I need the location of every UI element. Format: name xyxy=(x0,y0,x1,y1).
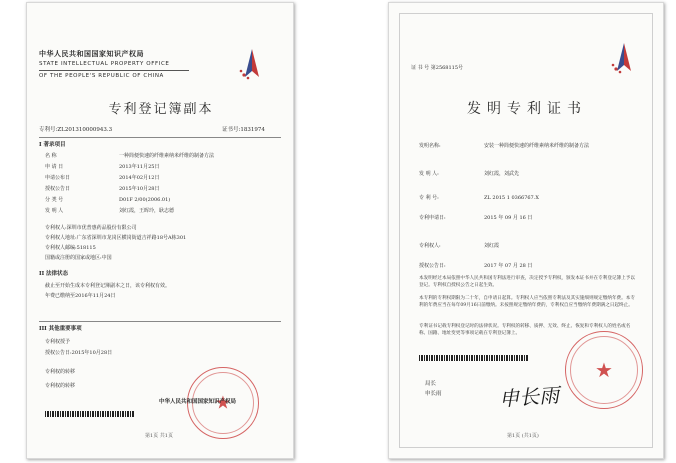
field-label: 名 称 xyxy=(45,153,57,159)
field-label: 发 明 人: xyxy=(419,171,439,177)
legal-line: 年费已缴纳至2016年11月24日 xyxy=(45,293,116,299)
issuing-office: 中华人民共和国国家知识产权局 xyxy=(159,399,237,405)
field-label: 专利申请日: xyxy=(419,215,446,221)
owner-line: 专利权人邮编:518115 xyxy=(45,245,96,251)
field-value: 刘红霞，刘武先 xyxy=(484,171,520,177)
invention-patent-certificate xyxy=(388,2,664,459)
other-line: 授权公告日:2015年10月28日 xyxy=(45,350,113,356)
field-label: 专利权人: xyxy=(419,243,441,249)
field-value: 安装一种简便快速的纤维素纳米纤维的制备方法 xyxy=(484,143,590,149)
field-value: 2017 年 07 月 28 日 xyxy=(484,263,533,269)
field-value: D01F 2/00(2006.01) xyxy=(119,197,171,203)
certificate-paragraph: 专利证书记载专利权登记时的法律状况。专利权的转移、质押、无效、终止、恢复和专利权人的姓名或名称、国籍、地址变更等事项记载在专利登记簿上。 xyxy=(419,324,631,336)
field-label: 申 请 日 xyxy=(45,164,64,170)
field-value: ZL 2015 1 0366767.X xyxy=(484,195,539,201)
star-icon: ★ xyxy=(214,392,232,414)
field-value: 刘红霞，王晖玲，耿志德 xyxy=(119,208,175,214)
owner-line: 专利权人地址:广东省深圳市龙岗区横岗街道吉祥路18号A栋301 xyxy=(45,235,187,241)
certificate-paragraph: 本发明经过本局依照中华人民共和国专利法进行审查，决定授予专利权，颁发本证书并在专利登记簿上予以登记。专利权自授权公告之日起生效。 xyxy=(419,276,635,288)
patent-register-copy xyxy=(26,2,294,459)
field-value: 2013年11月25日 xyxy=(119,164,160,170)
owner-line: 专利权人:深圳市优普惠药品股份有限公司 xyxy=(45,225,137,231)
other-line: 专利权的转移 xyxy=(45,369,76,375)
field-value: 2015 年 09 月 16 日 xyxy=(484,215,533,221)
field-value: 2014年02月12日 xyxy=(119,175,160,181)
field-value: 一种简便快速的纤维素纳米纤维的制备方法 xyxy=(119,153,215,159)
field-label: 分 类 号 xyxy=(45,197,64,203)
office-name-cn: 中华人民共和国国家知识产权局 xyxy=(39,50,144,58)
divider xyxy=(39,137,281,138)
field-label: 申请公布日 xyxy=(45,175,71,181)
other-line: 专利权的转移 xyxy=(45,383,76,389)
owner-line: 国籍或注册的国家或地区:中国 xyxy=(45,255,112,261)
other-line: 专利权授予 xyxy=(45,339,71,345)
certificate-paragraph: 本专利的专利权期限为二十年，自申请日起算。专利权人应当依照专利法及其实施细则规定缴纳年费。本专利的年费应当在每年09月16日前缴纳。未按照规定缴纳年费的，专利权自应当缴纳年费期满之日起终止。 xyxy=(419,296,635,308)
official-seal xyxy=(565,331,643,409)
field-value: 刘红霞 xyxy=(484,243,500,249)
certificate-number: 证 书 号 第2568115号 xyxy=(411,65,464,71)
legal-line: 截止至开始生成本专利登记簿副本之日，该专利权有效。 xyxy=(45,283,171,289)
office-name-en-2: OF THE PEOPLE'S REPUBLIC OF CHINA xyxy=(39,73,164,79)
section-heading: I 著录项目 xyxy=(39,142,66,148)
director-signature: 申长雨 xyxy=(498,382,560,412)
star-icon: ★ xyxy=(595,358,613,382)
patent-number: 专利号:ZL201310000943.3 xyxy=(39,127,113,133)
certificate-number: 证书号:1831974 xyxy=(222,127,265,133)
cnipa-logo-icon xyxy=(235,47,269,81)
director-title: 局长 xyxy=(425,381,437,387)
section-heading: II 法律状态 xyxy=(39,271,69,277)
director-name: 申长雨 xyxy=(425,391,442,397)
certificate-title: 发明专利证书 xyxy=(467,101,587,117)
field-value: 2015年10月28日 xyxy=(119,186,160,192)
field-label: 专 利 号: xyxy=(419,195,439,201)
page-number: 第1页 (共1页) xyxy=(507,433,539,439)
field-label: 授权公告日 xyxy=(45,186,71,192)
barcode xyxy=(419,355,529,361)
page-number: 第1页 共1页 xyxy=(145,433,173,439)
divider xyxy=(39,321,281,322)
section-heading: III 其他重要事项 xyxy=(39,326,82,332)
field-label: 发 明 人 xyxy=(45,208,64,214)
field-label: 发明名称: xyxy=(419,143,441,149)
field-label: 授权公告日: xyxy=(419,263,446,269)
cnipa-logo-icon xyxy=(607,41,641,75)
document-title: 专利登记簿副本 xyxy=(108,102,214,117)
divider xyxy=(39,70,189,71)
office-name-en-1: STATE INTELLECTUAL PROPERTY OFFICE xyxy=(39,61,170,67)
barcode xyxy=(45,411,135,417)
